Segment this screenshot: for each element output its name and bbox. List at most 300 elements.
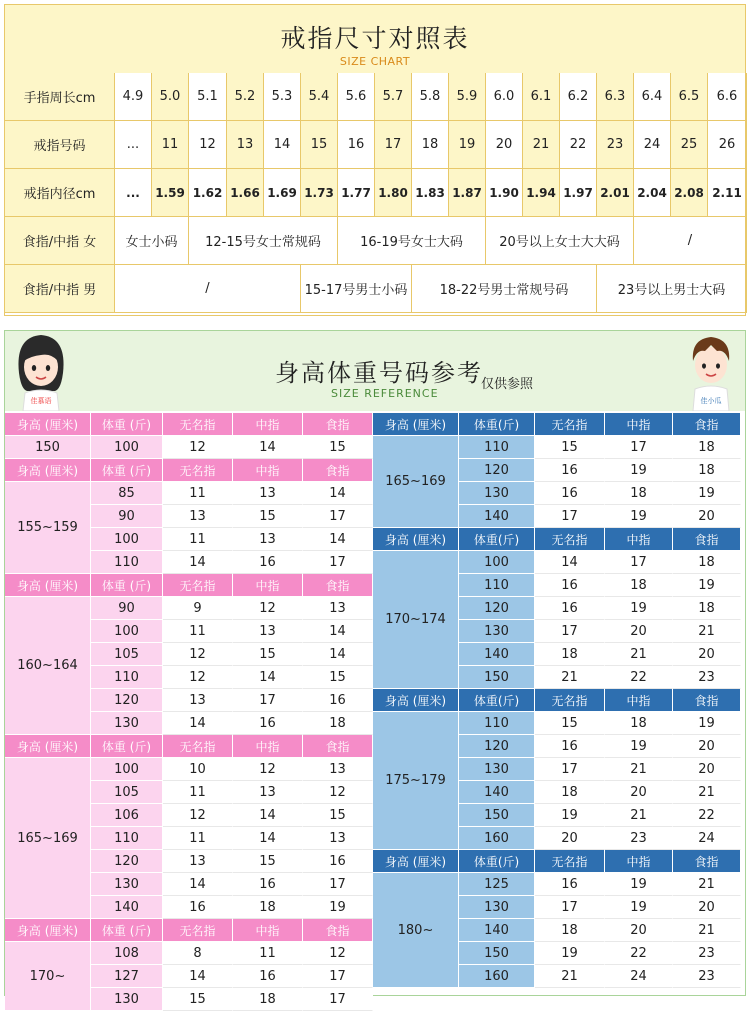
column-header: 食指	[303, 735, 373, 758]
finger-size-cell: 23	[673, 666, 741, 689]
weight-cell: 130	[91, 712, 163, 735]
boy-avatar-icon	[681, 331, 741, 411]
circumference-cell: 5.4	[301, 73, 338, 121]
column-header: 中指	[233, 459, 303, 482]
weight-cell: 100	[91, 528, 163, 551]
finger-size-cell: 17	[605, 551, 673, 574]
weight-cell: 150	[459, 804, 535, 827]
finger-size-cell: 19	[605, 735, 673, 758]
finger-size-cell: 21	[673, 873, 741, 896]
column-header: 食指	[303, 413, 373, 436]
size-reference-panel	[4, 330, 746, 1007]
inner-diameter-cell: 2.01	[597, 169, 634, 217]
finger-size-cell: 19	[673, 482, 741, 505]
finger-size-cell: 12	[163, 666, 233, 689]
finger-size-cell: 17	[303, 551, 373, 574]
finger-size-cell: 16	[233, 965, 303, 988]
column-header: 体重 (斤)	[91, 574, 163, 597]
weight-cell: 100	[91, 436, 163, 459]
circumference-cell: 5.9	[449, 73, 486, 121]
men-size-class: 15-17号男士小码	[301, 265, 412, 313]
finger-size-cell: 12	[303, 942, 373, 965]
finger-size-cell: 20	[535, 827, 605, 850]
finger-size-cell: 17	[535, 620, 605, 643]
finger-size-cell: 21	[673, 781, 741, 804]
column-header: 无名指	[535, 689, 605, 712]
finger-size-cell: 21	[673, 620, 741, 643]
weight-cell: 90	[91, 597, 163, 620]
circumference-cell: 6.2	[560, 73, 597, 121]
weight-cell: 150	[459, 942, 535, 965]
weight-cell: 110	[459, 574, 535, 597]
ring-size-cell: 13	[227, 121, 264, 169]
inner-diameter-cell: 1.69	[264, 169, 301, 217]
finger-size-cell: 18	[233, 988, 303, 1011]
finger-size-cell: 18	[303, 712, 373, 735]
circumference-cell: 6.4	[634, 73, 671, 121]
finger-size-cell: 21	[535, 666, 605, 689]
weight-cell: 108	[91, 942, 163, 965]
finger-size-cell: 14	[233, 804, 303, 827]
column-header: 体重(斤)	[459, 528, 535, 551]
finger-size-cell: 14	[303, 482, 373, 505]
weight-cell: 160	[459, 827, 535, 850]
finger-size-cell: 21	[605, 643, 673, 666]
finger-size-cell: 13	[233, 620, 303, 643]
finger-size-cell: 18	[535, 919, 605, 942]
finger-size-cell: 17	[303, 873, 373, 896]
column-header: 中指	[233, 413, 303, 436]
column-header: 食指	[673, 413, 741, 436]
column-header: 身高 (厘米)	[373, 528, 459, 551]
finger-size-cell: 14	[233, 827, 303, 850]
finger-size-cell: 13	[233, 781, 303, 804]
inner-diameter-cell: 1.90	[486, 169, 523, 217]
column-header: 体重(斤)	[459, 850, 535, 873]
finger-size-cell: 17	[303, 988, 373, 1011]
finger-size-cell: 20	[673, 896, 741, 919]
reference-note: 仅供参照	[481, 377, 534, 392]
finger-size-cell: 19	[535, 804, 605, 827]
girl-avatar-icon	[11, 331, 71, 411]
finger-size-cell: 12	[163, 436, 233, 459]
column-header: 无名指	[163, 413, 233, 436]
finger-size-cell: 19	[605, 459, 673, 482]
height-range-cell: 170~	[5, 942, 91, 1011]
finger-size-cell: 18	[605, 712, 673, 735]
finger-size-cell: 13	[233, 528, 303, 551]
inner-diameter-cell: 1.62	[189, 169, 227, 217]
inner-diameter-cell: 2.04	[634, 169, 671, 217]
column-header: 无名指	[163, 459, 233, 482]
finger-size-cell: 15	[535, 712, 605, 735]
finger-size-cell: 14	[163, 965, 233, 988]
weight-cell: 110	[91, 827, 163, 850]
circumference-cell: 6.0	[486, 73, 523, 121]
finger-size-cell: 13	[233, 482, 303, 505]
circumference-cell: 6.5	[671, 73, 708, 121]
chart-title: 戒指尺寸对照表	[280, 24, 470, 53]
men-size-class: 18-22号男士常规号码	[412, 265, 597, 313]
finger-size-cell: 13	[163, 850, 233, 873]
weight-cell: 106	[91, 804, 163, 827]
finger-size-cell: 15	[163, 988, 233, 1011]
circumference-cell: 6.3	[597, 73, 634, 121]
column-header: 中指	[605, 528, 673, 551]
circumference-cell: 6.6	[708, 73, 747, 121]
ring-size-cell: 19	[449, 121, 486, 169]
height-range-cell: 180~	[373, 873, 459, 988]
finger-size-cell: 15	[303, 436, 373, 459]
weight-cell: 125	[459, 873, 535, 896]
finger-size-cell: 20	[673, 735, 741, 758]
inner-diameter-cell: 1.80	[375, 169, 412, 217]
circumference-cell: 5.6	[338, 73, 375, 121]
inner-diameter-cell: 2.11	[708, 169, 747, 217]
finger-size-cell: 16	[535, 735, 605, 758]
column-header: 无名指	[535, 850, 605, 873]
column-header: 体重(斤)	[459, 689, 535, 712]
reference-subtitle: SIZE REFERENCE	[331, 387, 439, 400]
finger-size-cell: 11	[163, 781, 233, 804]
circumference-cell: 5.8	[412, 73, 449, 121]
girl-avatar-name: 佳慕语	[30, 397, 52, 405]
finger-size-cell: 16	[303, 850, 373, 873]
column-header: 身高 (厘米)	[373, 413, 459, 436]
circumference-cell: 5.2	[227, 73, 264, 121]
finger-size-cell: 18	[535, 781, 605, 804]
finger-size-cell: 13	[163, 505, 233, 528]
column-header: 无名指	[163, 735, 233, 758]
column-header: 无名指	[535, 528, 605, 551]
inner-diameter-cell: 2.08	[671, 169, 708, 217]
finger-size-cell: 12	[163, 804, 233, 827]
finger-size-cell: 11	[163, 482, 233, 505]
reference-title: 身高体重号码参考	[275, 359, 483, 387]
column-header: 无名指	[163, 919, 233, 942]
ring-size-cell: 23	[597, 121, 634, 169]
ring-size-cell: 15	[301, 121, 338, 169]
height-range-cell: 155~159	[5, 482, 91, 574]
finger-size-cell: 14	[163, 551, 233, 574]
height-range-cell: 165~169	[373, 436, 459, 528]
finger-size-cell: 21	[673, 919, 741, 942]
row-label: 手指周长cm	[5, 73, 115, 121]
height-range-cell: 170~174	[373, 551, 459, 689]
column-header: 无名指	[535, 413, 605, 436]
height-range-cell: 165~169	[5, 758, 91, 919]
column-header: 体重(斤)	[459, 413, 535, 436]
inner-diameter-cell: 1.73	[301, 169, 338, 217]
ring-size-cell: 26	[708, 121, 747, 169]
men-size-class: 23号以上男士大码	[597, 265, 747, 313]
finger-size-cell: 20	[673, 505, 741, 528]
chart-header	[5, 5, 745, 73]
finger-size-cell: 20	[673, 758, 741, 781]
finger-size-cell: 18	[605, 482, 673, 505]
column-header: 身高 (厘米)	[373, 850, 459, 873]
circumference-cell: 5.0	[152, 73, 189, 121]
row-label: 戒指内径cm	[5, 169, 115, 217]
weight-cell: 140	[459, 919, 535, 942]
height-range-cell: 175~179	[373, 712, 459, 850]
column-header: 体重 (斤)	[91, 413, 163, 436]
finger-size-cell: 11	[163, 827, 233, 850]
weight-cell: 110	[91, 666, 163, 689]
ring-size-cell: 25	[671, 121, 708, 169]
column-header: 体重 (斤)	[91, 459, 163, 482]
finger-size-cell: 16	[535, 459, 605, 482]
column-header: 中指	[605, 413, 673, 436]
women-size-class: 20号以上女士大大码	[486, 217, 634, 265]
weight-cell: 120	[459, 597, 535, 620]
weight-cell: 110	[459, 436, 535, 459]
finger-size-cell: 13	[303, 827, 373, 850]
chart-subtitle: SIZE CHART	[339, 55, 411, 68]
row-label: 戒指号码	[5, 121, 115, 169]
finger-size-cell: 15	[233, 850, 303, 873]
weight-cell: 120	[459, 735, 535, 758]
circumference-cell: 4.9	[115, 73, 152, 121]
finger-size-cell: 20	[605, 781, 673, 804]
circumference-cell: 6.1	[523, 73, 560, 121]
weight-cell: 130	[459, 482, 535, 505]
weight-cell: 110	[459, 712, 535, 735]
inner-diameter-cell: 1.94	[523, 169, 560, 217]
weight-cell: 100	[91, 620, 163, 643]
women-size-class: 16-19号女士大码	[338, 217, 486, 265]
inner-diameter-cell: 1.59	[152, 169, 189, 217]
finger-size-cell: 18	[673, 459, 741, 482]
finger-size-cell: 17	[303, 505, 373, 528]
weight-cell: 140	[459, 781, 535, 804]
column-header: 食指	[303, 574, 373, 597]
finger-size-cell: 11	[163, 528, 233, 551]
finger-size-cell: 16	[233, 873, 303, 896]
finger-size-cell: 15	[303, 804, 373, 827]
weight-cell: 140	[459, 505, 535, 528]
finger-size-cell: 23	[673, 942, 741, 965]
finger-size-cell: 12	[163, 643, 233, 666]
circumference-cell: 5.3	[264, 73, 301, 121]
finger-size-cell: 16	[163, 896, 233, 919]
weight-cell: 120	[459, 459, 535, 482]
finger-size-cell: 18	[673, 597, 741, 620]
weight-cell: 130	[91, 988, 163, 1011]
ring-size-cell: 11	[152, 121, 189, 169]
finger-size-cell: 19	[605, 896, 673, 919]
finger-size-cell: 14	[163, 873, 233, 896]
row-label: 食指/中指 女	[5, 217, 115, 265]
column-header: 无名指	[163, 574, 233, 597]
finger-size-cell: 17	[535, 505, 605, 528]
finger-size-cell: 22	[605, 942, 673, 965]
finger-size-cell: 15	[233, 505, 303, 528]
weight-cell: 160	[459, 965, 535, 988]
women-size-class: 12-15号女士常规码	[189, 217, 338, 265]
weight-cell: 140	[459, 643, 535, 666]
finger-size-cell: 14	[233, 436, 303, 459]
boy-avatar-name: 佳小瓜	[700, 397, 722, 405]
finger-size-cell: 21	[535, 965, 605, 988]
finger-size-cell: 14	[163, 712, 233, 735]
finger-size-cell: 16	[233, 712, 303, 735]
weight-cell: 130	[91, 873, 163, 896]
column-header: 身高 (厘米)	[373, 689, 459, 712]
weight-cell: 130	[459, 620, 535, 643]
finger-size-cell: 9	[163, 597, 233, 620]
finger-size-cell: 22	[673, 804, 741, 827]
finger-size-cell: 18	[673, 436, 741, 459]
weight-cell: 127	[91, 965, 163, 988]
girl-avatar	[11, 331, 71, 411]
finger-size-cell: 8	[163, 942, 233, 965]
circumference-cell: 5.1	[189, 73, 227, 121]
finger-size-cell: 20	[605, 919, 673, 942]
finger-size-cell: 15	[303, 666, 373, 689]
ring-size-cell: 18	[412, 121, 449, 169]
finger-size-cell: 24	[605, 965, 673, 988]
finger-size-cell: 15	[233, 643, 303, 666]
weight-cell: 130	[459, 896, 535, 919]
weight-cell: 120	[91, 850, 163, 873]
weight-cell: 110	[91, 551, 163, 574]
finger-size-cell: 23	[605, 827, 673, 850]
finger-size-cell: 11	[163, 620, 233, 643]
finger-size-cell: 16	[535, 873, 605, 896]
inner-diameter-cell: 1.77	[338, 169, 375, 217]
column-header: 身高 (厘米)	[5, 459, 91, 482]
ring-size-cell: 14	[264, 121, 301, 169]
ring-size-cell: 22	[560, 121, 597, 169]
finger-size-cell: 19	[605, 597, 673, 620]
finger-size-cell: 13	[163, 689, 233, 712]
finger-size-cell: 19	[673, 712, 741, 735]
weight-cell: 150	[459, 666, 535, 689]
finger-size-cell: 18	[233, 896, 303, 919]
finger-size-cell: 21	[605, 804, 673, 827]
finger-size-cell: 14	[303, 528, 373, 551]
finger-size-cell: 16	[303, 689, 373, 712]
weight-cell: 105	[91, 643, 163, 666]
ring-size-cell: 24	[634, 121, 671, 169]
ring-size-cell: 21	[523, 121, 560, 169]
finger-size-cell: 15	[535, 436, 605, 459]
finger-size-cell: 16	[535, 482, 605, 505]
inner-diameter-cell: ...	[115, 169, 152, 217]
weight-cell: 120	[91, 689, 163, 712]
finger-size-cell: 17	[303, 965, 373, 988]
inner-diameter-cell: 1.97	[560, 169, 597, 217]
women-size-class: 女士小码	[115, 217, 189, 265]
inner-diameter-cell: 1.66	[227, 169, 264, 217]
finger-size-cell: 23	[673, 965, 741, 988]
inner-diameter-cell: 1.87	[449, 169, 486, 217]
height-range-cell: 150	[5, 436, 91, 459]
ring-size-cell: 12	[189, 121, 227, 169]
finger-size-cell: 11	[233, 942, 303, 965]
finger-size-cell: 22	[605, 666, 673, 689]
reference-header	[5, 331, 745, 411]
column-header: 中指	[233, 574, 303, 597]
finger-size-cell: 14	[303, 643, 373, 666]
weight-cell: 90	[91, 505, 163, 528]
finger-size-cell: 14	[303, 620, 373, 643]
finger-size-cell: 18	[605, 574, 673, 597]
finger-size-cell: 19	[535, 942, 605, 965]
finger-size-cell: 19	[303, 896, 373, 919]
finger-size-cell: 20	[673, 643, 741, 666]
circumference-cell: 5.7	[375, 73, 412, 121]
column-header: 中指	[233, 735, 303, 758]
finger-size-cell: 24	[673, 827, 741, 850]
finger-size-cell: 13	[303, 758, 373, 781]
finger-size-cell: 19	[605, 873, 673, 896]
finger-size-cell: 12	[303, 781, 373, 804]
finger-size-cell: 12	[233, 597, 303, 620]
finger-size-cell: 18	[535, 643, 605, 666]
column-header: 中指	[605, 850, 673, 873]
boy-avatar	[681, 331, 741, 411]
column-header: 身高 (厘米)	[5, 413, 91, 436]
finger-size-cell: 18	[673, 551, 741, 574]
column-header: 食指	[673, 528, 741, 551]
men-size-class: /	[115, 265, 301, 313]
finger-size-cell: 12	[233, 758, 303, 781]
finger-size-cell: 19	[673, 574, 741, 597]
column-header: 身高 (厘米)	[5, 574, 91, 597]
weight-cell: 100	[459, 551, 535, 574]
column-header: 食指	[673, 689, 741, 712]
finger-size-cell: 14	[535, 551, 605, 574]
finger-size-cell: 17	[535, 896, 605, 919]
weight-cell: 100	[91, 758, 163, 781]
column-header: 食指	[303, 459, 373, 482]
ring-size-cell: 17	[375, 121, 412, 169]
ring-size-cell: 16	[338, 121, 375, 169]
finger-size-cell: 20	[605, 620, 673, 643]
finger-size-cell: 16	[535, 574, 605, 597]
height-range-cell: 160~164	[5, 597, 91, 735]
finger-size-cell: 17	[605, 436, 673, 459]
weight-cell: 140	[91, 896, 163, 919]
finger-size-cell: 14	[233, 666, 303, 689]
column-header: 中指	[605, 689, 673, 712]
weight-cell: 130	[459, 758, 535, 781]
column-header: 中指	[233, 919, 303, 942]
finger-size-cell: 21	[605, 758, 673, 781]
weight-cell: 85	[91, 482, 163, 505]
column-header: 食指	[303, 919, 373, 942]
column-header: 身高 (厘米)	[5, 735, 91, 758]
women-size-class: /	[634, 217, 747, 265]
ring-size-cell: ...	[115, 121, 152, 169]
column-header: 体重 (斤)	[91, 735, 163, 758]
ring-size-cell: 20	[486, 121, 523, 169]
inner-diameter-cell: 1.83	[412, 169, 449, 217]
finger-size-cell: 10	[163, 758, 233, 781]
finger-size-cell: 19	[605, 505, 673, 528]
column-header: 体重 (斤)	[91, 919, 163, 942]
finger-size-cell: 17	[535, 758, 605, 781]
ring-size-chart	[4, 4, 746, 316]
finger-size-cell: 13	[303, 597, 373, 620]
finger-size-cell: 16	[233, 551, 303, 574]
column-header: 身高 (厘米)	[5, 919, 91, 942]
finger-size-cell: 16	[535, 597, 605, 620]
finger-size-cell: 17	[233, 689, 303, 712]
weight-cell: 105	[91, 781, 163, 804]
